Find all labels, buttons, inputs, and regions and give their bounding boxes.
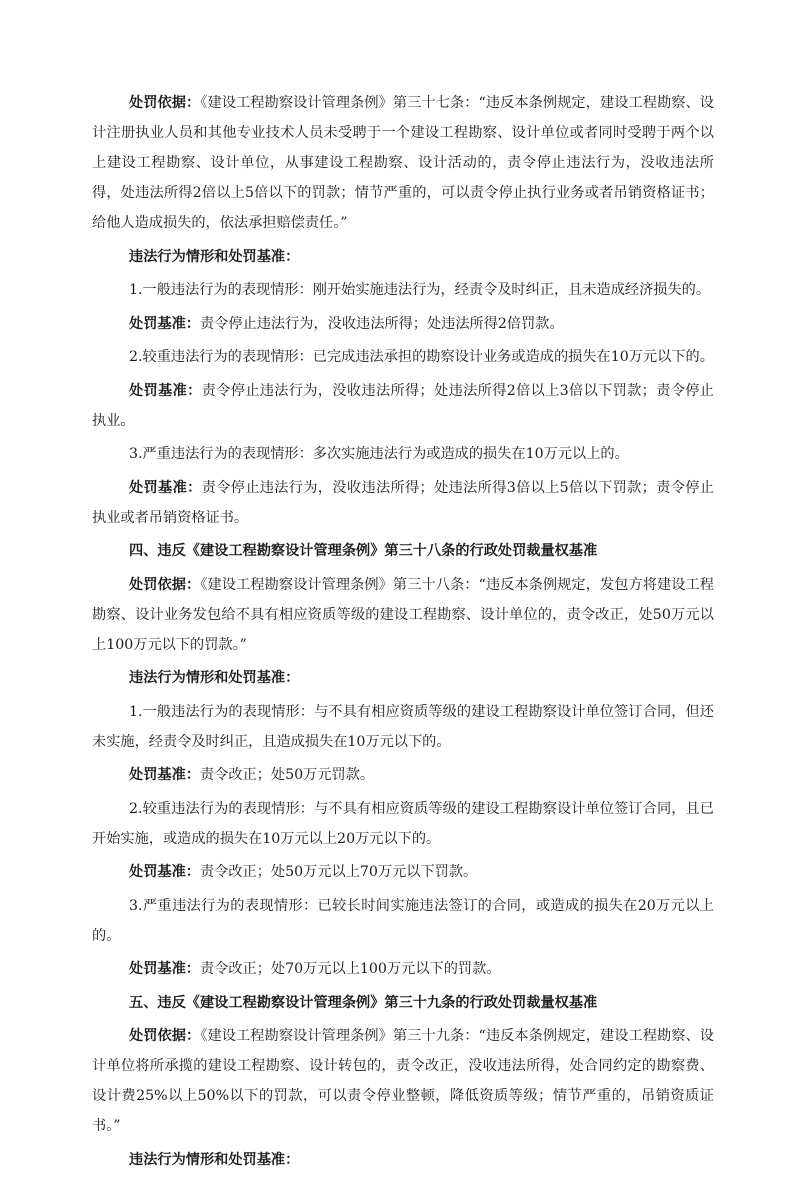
section-heading	[92, 536, 714, 566]
bold-label: 处罚基准：	[129, 315, 200, 332]
bold-label: 处罚基准：	[129, 382, 202, 399]
bold-label: 违法行为情形和处罚基准：	[129, 670, 300, 686]
paragraph	[92, 275, 714, 305]
heading-text: 四、违反《建设工程勘察设计管理条例》第三十八条的行政处罚裁量权基准	[129, 543, 598, 559]
paragraph	[92, 954, 714, 984]
paragraph-text: 责令停止违法行为，没收违法所得；处违法所得2倍以上3倍以下罚款；责令停止执业。	[92, 382, 714, 429]
bold-label: 处罚基准：	[129, 864, 200, 880]
paragraph-text: 3.严重违法行为的表现情形：多次实施违法行为或造成的损失在10万元以上的。	[129, 446, 629, 462]
paragraph-text: 1.一般违法行为的表现情形：与不具有相应资质等级的建设工程勘察设计单位签订合同，但还未实施，经责令及时纠正，且造成损失在10万元以下的。	[92, 703, 714, 750]
bold-label: 处罚依据：	[129, 576, 201, 593]
bold-label: 处罚依据：	[129, 95, 201, 111]
paragraph	[92, 439, 714, 469]
paragraph	[92, 309, 714, 339]
paragraph	[92, 760, 714, 790]
paragraph	[92, 570, 714, 660]
paragraph-text: 2.较重违法行为的表现情形：已完成违法承担的勘察设计业务或造成的损失在10万元以下的。	[129, 349, 714, 365]
paragraph	[92, 891, 714, 951]
document-page	[92, 88, 714, 1178]
paragraph	[92, 1021, 714, 1141]
paragraph-text: 《建设工程勘察设计管理条例》第三十八条：“违反本条例规定，发包方将建设工程勘察、设计业务发包给不具有相应资质等级的建设工程勘察、设计单位的，责令改正，处50万元以上100万元以下的罚款。”	[92, 576, 714, 653]
bold-label: 处罚基准：	[129, 479, 202, 496]
paragraph	[92, 342, 714, 372]
paragraph	[92, 697, 714, 757]
bold-label: 处罚基准：	[129, 767, 200, 783]
bold-label: 违法行为情形和处罚基准：	[129, 1151, 300, 1168]
paragraph	[92, 88, 714, 238]
paragraph-text: 责令停止违法行为，没收违法所得；处违法所得3倍以上5倍以下罚款；责令停止执业或者吊销资格证书。	[92, 479, 714, 526]
paragraph	[92, 376, 714, 436]
paragraph-text: 《建设工程勘察设计管理条例》第三十九条：“违反本条例规定，建设工程勘察、设计单位将所承揽的建设工程勘察、设计转包的，责令改正，没收违法所得，处合同约定的勘察费、设计费25%以上50%以下的罚款，可以责令停业整顿，降低资质等级；情节严重的，吊销资质证书。”	[92, 1028, 714, 1134]
bold-label: 违法行为情形和处罚基准：	[129, 248, 300, 265]
paragraph-text: 《建设工程勘察设计管理条例》第三十七条：“违反本条例规定，建设工程勘察、设计注册执业人员和其他专业技术人员未受聘于一个建设工程勘察、设计单位或者同时受聘于两个以上建设工程勘察、设计单位，从事建设工程勘察、设计活动的，责令停止违法行为，没收违法所得，处违法所得2倍以上5倍以下的罚款；情节严重的，可以责令停止执行业务或者吊销资格证书；给他人造成损失的，依法承担赔偿责任。”	[92, 95, 714, 231]
bold-label: 处罚依据：	[129, 1028, 201, 1044]
paragraph-text: 3.严重违法行为的表现情形：已较长时间实施违法签订的合同，或造成的损失在20万元以上的。	[92, 897, 714, 944]
paragraph-text: 责令停止违法行为，没收违法所得；处违法所得2倍罚款。	[199, 315, 564, 332]
paragraph-text: 责令改正；处50万元以上70万元以下罚款。	[199, 864, 478, 880]
paragraph-text: 责令改正；处70万元以上100万元以下的罚款。	[199, 961, 501, 977]
paragraph-text: 责令改正；处50万元罚款。	[199, 767, 375, 783]
paragraph-text: 2.较重违法行为的表现情形：与不具有相应资质等级的建设工程勘察设计单位签订合同，且已开始实施，或造成的损失在10万元以上20万元以下的。	[92, 800, 714, 847]
paragraph	[92, 794, 714, 854]
paragraph	[92, 857, 714, 887]
paragraph	[92, 1145, 714, 1175]
paragraph	[92, 473, 714, 533]
section-heading	[92, 988, 714, 1018]
heading-text: 五、违反《建设工程勘察设计管理条例》第三十九条的行政处罚裁量权基准	[129, 994, 598, 1011]
paragraph	[92, 242, 714, 272]
paragraph-text: 1.一般违法行为的表现情形：刚开始实施违法行为，经责令及时纠正，且未造成经济损失的。	[129, 282, 711, 298]
paragraph	[92, 663, 714, 693]
bold-label: 处罚基准：	[129, 961, 200, 977]
